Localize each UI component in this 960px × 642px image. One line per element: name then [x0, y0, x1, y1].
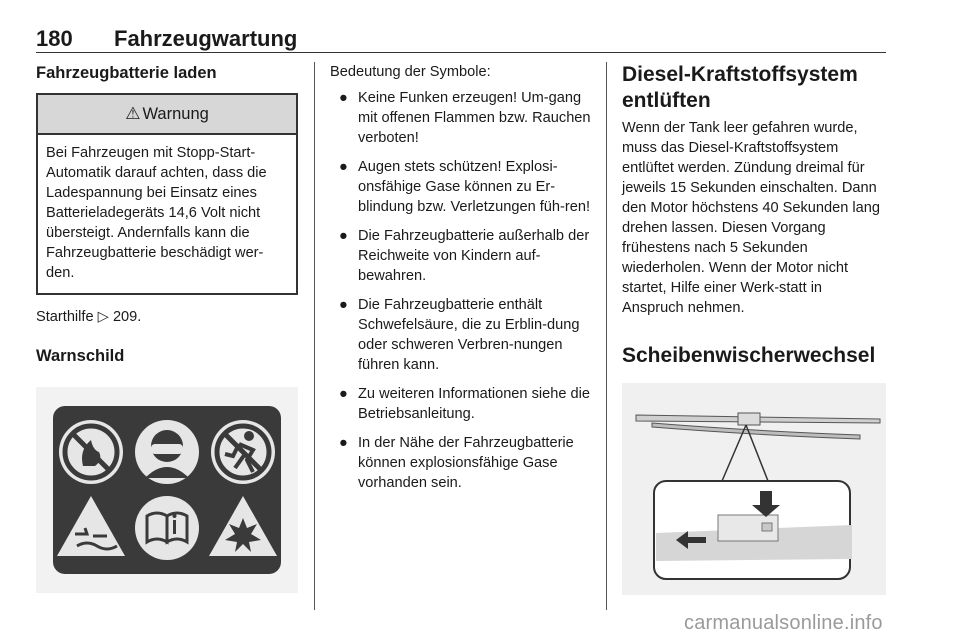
column-divider-2 — [606, 62, 607, 610]
page-header — [36, 28, 886, 53]
manual-icon — [135, 496, 199, 560]
list-item: ● Augen stets schützen! Explosi-onsfähige Gase können zu Er-blindung bzw. Verletzungen füh-ren! — [339, 159, 591, 215]
bullet: ● — [339, 159, 348, 175]
list-item: ● In der Nähe der Fahrzeugbatterie können explosionsfähige Gase vorhanden sein. — [339, 435, 574, 491]
bullet: ● — [339, 297, 348, 313]
bullet: ● — [339, 90, 348, 106]
wiper-diagram — [622, 383, 886, 595]
list-item: ● Die Fahrzeugbatterie außerhalb der Reichweite von Kindern auf-bewahren. — [339, 228, 590, 284]
chapter-title: Fahrzeugwartung — [114, 26, 298, 51]
eye-protection-icon — [135, 420, 199, 484]
no-fire-icon — [59, 420, 123, 484]
page-number: 180 — [36, 26, 73, 51]
watermark: carmanualsonline.info — [684, 612, 883, 634]
warning-box — [36, 93, 298, 295]
section-title-warning-sign: Warnschild — [36, 347, 125, 365]
column-middle — [330, 62, 592, 502]
section-title-diesel: Diesel-Kraftstoffsystem entlüften — [622, 63, 858, 112]
keep-children-away-icon — [211, 420, 275, 484]
section-title-wiper: Scheibenwischerwechsel — [622, 344, 876, 367]
list-item: ● Die Fahrzeugbatterie enthält Schwefelsäure, die zu Erblin-dung oder schweren Verbren-nungen führen kann. — [339, 297, 580, 373]
column-right — [622, 62, 886, 595]
column-left — [36, 62, 298, 593]
symbols-intro: Bedeutung der Symbole: — [330, 64, 491, 80]
warning-triangle-icon: ⚠ — [125, 104, 141, 123]
warning-label: Warnung — [142, 104, 209, 123]
reference-arrow-icon: ▷ — [97, 309, 109, 325]
starthilfe-page[interactable]: 209. — [108, 309, 142, 325]
warning-sign-image — [36, 387, 298, 593]
section-title-battery-charging: Fahrzeugbatterie laden — [36, 64, 217, 82]
list-item: ● Keine Funken erzeugen! Um-gang mit offenen Flammen bzw. Rauchen verboten! — [339, 90, 591, 146]
column-divider-1 — [314, 62, 315, 610]
bullet: ● — [339, 228, 348, 244]
starthilfe-reference — [36, 307, 298, 327]
starthilfe-label: Starthilfe — [36, 309, 98, 325]
warning-text: Bei Fahrzeugen mit Stopp-Start-Automatik darauf achten, dass die Ladespannung bei Einsatz eines Batterieladegeräts 14,6 Volt nicht übersteigt. Andernfalls kann die Fahrzeugbatterie beschädigt wer-den. — [46, 145, 267, 281]
diesel-text: Wenn der Tank leer gefahren wurde, muss das Diesel-Kraftstoffsystem entlüftet werden. Zündung dreimal für jeweils 15 Sekunden einschalten. Dann den Motor höchstens 40 Sekunden lang drehen lassen. Diesen Vorgang frühestens nach 5 Sekunden wiederholen. Wenn der Motor nicht startet, Hilfe einer Werk-statt in Anspruch nehmen. — [622, 120, 881, 316]
wiper-image — [622, 383, 886, 595]
warning-sign-graphic — [53, 406, 281, 574]
warning-header — [38, 95, 296, 135]
bullet: ● — [339, 435, 348, 451]
list-item: ● Zu weiteren Informationen siehe die Betriebsanleitung. — [339, 386, 591, 422]
bullet: ● — [339, 386, 348, 402]
symbols-list — [330, 88, 592, 493]
